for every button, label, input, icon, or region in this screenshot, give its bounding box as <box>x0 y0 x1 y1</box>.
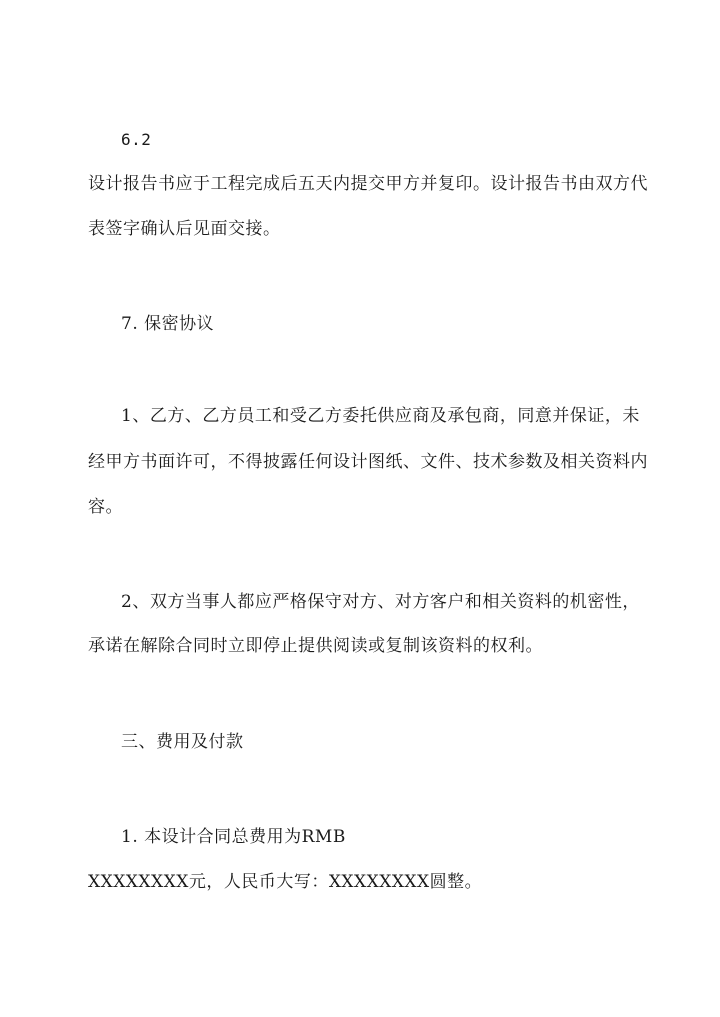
section-7-item-1-line-3: 容。 <box>88 497 123 517</box>
clause-6-2-text-line-2: 表签字确认后见面交接。 <box>88 219 281 239</box>
section-3-item-1-line-1: 1. 本设计合同总费用为RMB <box>121 827 346 847</box>
section-7-item-2-line-1: 2、双方当事人都应严格保守对方、对方客户和相关资料的机密性， <box>121 592 640 612</box>
section-3-item-1-line-2: XXXXXXXX元，人民币大写：XXXXXXXX圆整。 <box>88 872 483 892</box>
clause-number-6-2: 6.2 <box>121 130 152 149</box>
section-3-heading: 三、费用及付款 <box>121 732 244 752</box>
section-7-item-2-line-2: 承诺在解除合同时立即停止提供阅读或复制该资料的权利。 <box>88 636 543 656</box>
section-7-item-1-line-2: 经甲方书面许可，不得披露任何设计图纸、文件、技术参数及相关资料内 <box>88 452 648 472</box>
section-7-item-1-line-1: 1、乙方、乙方员工和受乙方委托供应商及承包商，同意并保证，未 <box>121 406 640 426</box>
section-7-heading: 7. 保密协议 <box>121 314 215 334</box>
clause-6-2-text-line-1: 设计报告书应于工程完成后五天内提交甲方并复印。设计报告书由双方代 <box>88 174 648 194</box>
